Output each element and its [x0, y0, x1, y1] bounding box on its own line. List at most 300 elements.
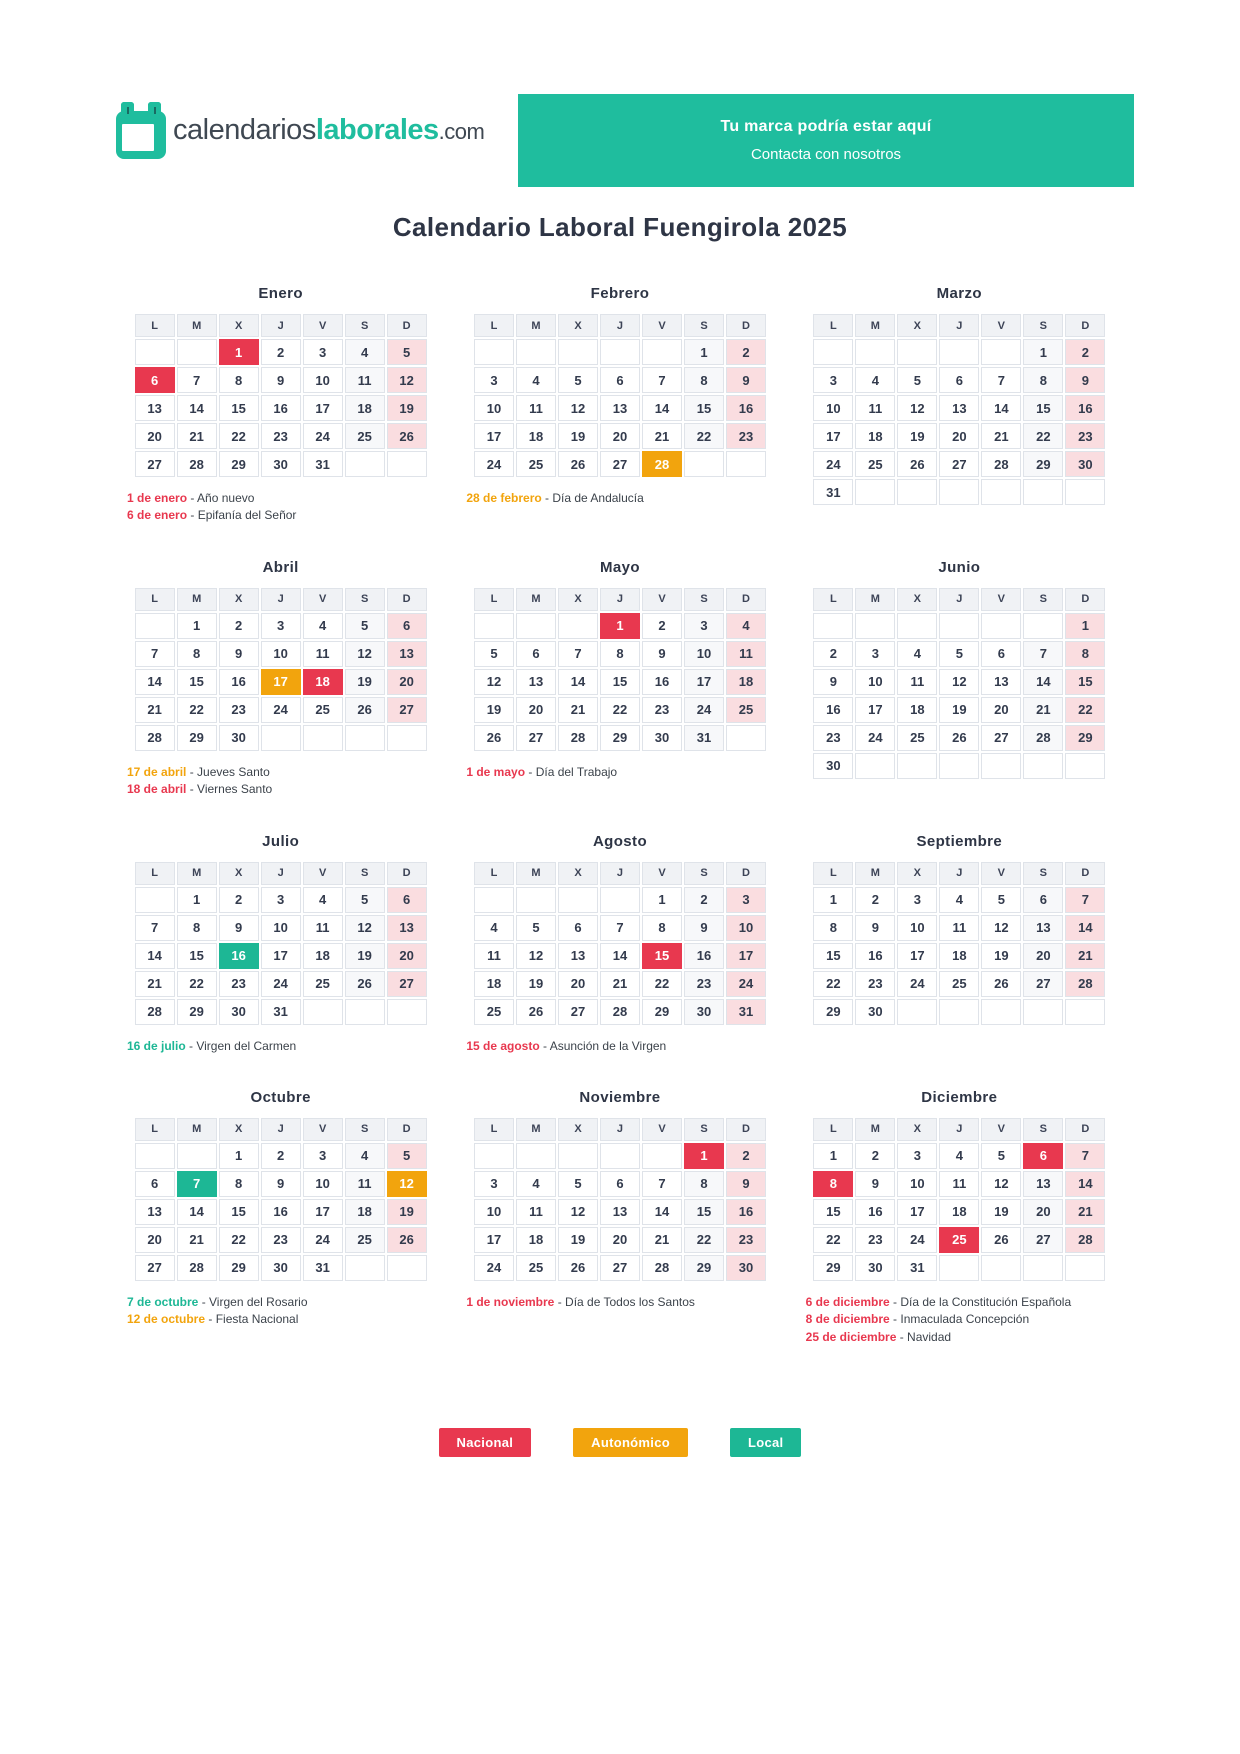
day-cell: 29 — [642, 999, 682, 1025]
dow-header: S — [684, 588, 724, 611]
empty-day-cell — [939, 753, 979, 779]
holiday-notes — [466, 1294, 775, 1311]
empty-day-cell — [387, 999, 427, 1025]
day-cell: 28 — [177, 1255, 217, 1281]
holiday-date: 6 de enero — [127, 508, 188, 523]
empty-day-cell — [813, 339, 853, 365]
day-cell: 10 — [813, 395, 853, 421]
day-cell: 19 — [981, 1199, 1021, 1225]
day-cell: 8 — [684, 367, 724, 393]
day-cell: 22 — [219, 1227, 259, 1253]
day-cell: 23 — [855, 971, 895, 997]
day-cell: 21 — [1065, 943, 1105, 969]
site-logo-text — [173, 114, 484, 147]
empty-day-cell — [516, 1143, 556, 1169]
empty-day-cell — [1023, 999, 1063, 1025]
day-cell: 18 — [474, 971, 514, 997]
holiday-notes — [466, 1038, 775, 1055]
holiday-note — [466, 490, 775, 507]
day-cell: 30 — [219, 999, 259, 1025]
day-cell: 25 — [516, 451, 556, 477]
holiday-day-cell: 18 — [303, 669, 343, 695]
day-cell: 1 — [813, 1143, 853, 1169]
month-title: Abril — [262, 558, 299, 576]
day-cell: 28 — [177, 451, 217, 477]
day-cell: 17 — [726, 943, 766, 969]
dow-header: S — [345, 862, 385, 885]
day-cell: 22 — [219, 423, 259, 449]
day-cell: 13 — [516, 669, 556, 695]
holiday-note — [127, 1311, 436, 1328]
dow-header: V — [981, 1118, 1021, 1141]
day-cell: 19 — [345, 943, 385, 969]
day-cell: 29 — [813, 1255, 853, 1281]
day-cell: 12 — [897, 395, 937, 421]
ad-banner-contact-link[interactable]: Contacta con nosotros — [750, 146, 902, 163]
day-cell: 6 — [939, 367, 979, 393]
holiday-day-cell: 7 — [177, 1171, 217, 1197]
page-title: Calendario Laboral Fuengirola 2025 — [392, 212, 848, 242]
dow-header: M — [516, 314, 556, 337]
holiday-day-cell: 25 — [939, 1227, 979, 1253]
day-cell: 20 — [1023, 1199, 1063, 1225]
dow-header: M — [177, 314, 217, 337]
holiday-notes — [466, 764, 775, 781]
day-cell: 16 — [726, 1199, 766, 1225]
day-cell: 9 — [1065, 367, 1105, 393]
site-logo[interactable] — [116, 102, 484, 159]
day-cell: 7 — [981, 367, 1021, 393]
empty-day-cell — [981, 339, 1021, 365]
month-mayo — [464, 559, 775, 781]
day-cell: 25 — [516, 1255, 556, 1281]
day-cell: 20 — [135, 1227, 175, 1253]
day-cell: 14 — [135, 943, 175, 969]
holiday-date: 28 de febrero — [466, 491, 542, 505]
holiday-note — [466, 1038, 775, 1055]
empty-day-cell — [387, 725, 427, 751]
day-cell: 17 — [897, 1199, 937, 1225]
holiday-day-cell: 17 — [261, 669, 301, 695]
day-cell: 3 — [855, 641, 895, 667]
day-cell: 1 — [813, 887, 853, 913]
dow-header: V — [642, 1118, 682, 1141]
day-cell: 27 — [387, 971, 427, 997]
empty-day-cell — [516, 339, 556, 365]
day-cell: 24 — [261, 971, 301, 997]
empty-day-cell — [1023, 479, 1063, 505]
month-title: Agosto — [592, 832, 648, 850]
day-cell: 17 — [303, 1199, 343, 1225]
day-cell: 24 — [855, 725, 895, 751]
day-cell: 21 — [135, 697, 175, 723]
day-cell: 2 — [642, 613, 682, 639]
day-cell: 13 — [135, 1199, 175, 1225]
dow-header: J — [261, 1118, 301, 1141]
day-cell: 2 — [1065, 339, 1105, 365]
dow-header: S — [684, 862, 724, 885]
day-cell: 20 — [387, 943, 427, 969]
empty-day-cell — [558, 613, 598, 639]
day-cell: 31 — [303, 1255, 343, 1281]
dow-header: X — [897, 588, 937, 611]
day-cell: 25 — [939, 971, 979, 997]
dow-header: V — [642, 588, 682, 611]
dow-header: M — [516, 1118, 556, 1141]
day-cell: 23 — [726, 1227, 766, 1253]
empty-day-cell — [897, 613, 937, 639]
dow-header: D — [726, 588, 766, 611]
dow-header: X — [558, 588, 598, 611]
day-cell: 18 — [303, 943, 343, 969]
day-cell: 22 — [177, 697, 217, 723]
day-cell: 2 — [219, 887, 259, 913]
day-cell: 17 — [261, 943, 301, 969]
dow-header: X — [219, 588, 259, 611]
day-cell: 10 — [261, 915, 301, 941]
empty-day-cell — [981, 479, 1021, 505]
day-cell: 2 — [813, 641, 853, 667]
day-cell: 25 — [897, 725, 937, 751]
dow-header: D — [726, 1118, 766, 1141]
day-cell: 15 — [219, 395, 259, 421]
dow-header: D — [1065, 314, 1105, 337]
logo-text-bold: laborales — [315, 114, 439, 146]
day-cell: 6 — [516, 641, 556, 667]
day-cell: 9 — [261, 1171, 301, 1197]
day-cell: 4 — [897, 641, 937, 667]
day-cell: 11 — [726, 641, 766, 667]
dow-header: V — [981, 588, 1021, 611]
day-cell: 9 — [219, 641, 259, 667]
day-cell: 10 — [726, 915, 766, 941]
holiday-notes — [127, 490, 436, 525]
empty-day-cell — [939, 339, 979, 365]
day-cell: 17 — [855, 697, 895, 723]
day-cell: 31 — [897, 1255, 937, 1281]
day-cell: 1 — [219, 1143, 259, 1169]
day-cell: 12 — [387, 367, 427, 393]
day-cell: 3 — [474, 1171, 514, 1197]
month-junio — [804, 559, 1115, 781]
day-cell: 28 — [558, 725, 598, 751]
holiday-note — [806, 1294, 1115, 1311]
day-cell: 23 — [261, 423, 301, 449]
dow-header: J — [261, 588, 301, 611]
logo-text-regular: calendarios — [173, 114, 316, 146]
empty-day-cell — [558, 339, 598, 365]
day-cell: 15 — [684, 395, 724, 421]
day-cell: 5 — [387, 339, 427, 365]
holiday-note — [127, 1038, 436, 1055]
day-cell: 15 — [1023, 395, 1063, 421]
day-cell: 2 — [261, 339, 301, 365]
day-cell: 20 — [939, 423, 979, 449]
dow-header: D — [387, 588, 427, 611]
day-cell: 27 — [135, 1255, 175, 1281]
month-title: Enero — [258, 285, 303, 302]
holiday-day-cell: 16 — [219, 943, 259, 969]
day-cell: 6 — [387, 887, 427, 913]
day-cell: 3 — [261, 887, 301, 913]
day-cell: 29 — [219, 1255, 259, 1281]
day-cell: 29 — [177, 725, 217, 751]
dow-header: D — [1065, 862, 1105, 885]
month-septiembre — [804, 833, 1115, 1027]
dow-header: S — [1023, 1118, 1063, 1141]
day-cell: 3 — [684, 613, 724, 639]
day-cell: 9 — [813, 669, 853, 695]
day-cell: 17 — [684, 669, 724, 695]
day-cell: 26 — [474, 725, 514, 751]
day-cell: 29 — [813, 999, 853, 1025]
month-table — [811, 586, 1107, 781]
day-cell: 9 — [684, 915, 724, 941]
empty-day-cell — [135, 339, 175, 365]
dow-header: J — [600, 862, 640, 885]
day-cell: 6 — [600, 1171, 640, 1197]
holiday-desc: - Asunción de la Virgen — [539, 1038, 667, 1053]
day-cell: 5 — [981, 887, 1021, 913]
empty-day-cell — [1023, 753, 1063, 779]
day-cell: 16 — [1065, 395, 1105, 421]
day-cell: 6 — [558, 915, 598, 941]
day-cell: 29 — [177, 999, 217, 1025]
day-cell: 16 — [642, 669, 682, 695]
day-cell: 21 — [558, 697, 598, 723]
holiday-desc: - Año nuevo — [187, 491, 255, 505]
dow-header: V — [642, 862, 682, 885]
empty-day-cell — [600, 1143, 640, 1169]
day-cell: 27 — [387, 697, 427, 723]
holiday-desc: - Epifanía del Señor — [187, 508, 297, 523]
day-cell: 4 — [516, 367, 556, 393]
empty-day-cell — [939, 1255, 979, 1281]
day-cell: 18 — [897, 697, 937, 723]
calendar-icon — [116, 102, 166, 159]
day-cell: 13 — [939, 395, 979, 421]
empty-day-cell — [558, 887, 598, 913]
day-cell: 11 — [855, 395, 895, 421]
day-cell: 30 — [855, 999, 895, 1025]
day-cell: 1 — [642, 887, 682, 913]
day-cell: 7 — [177, 367, 217, 393]
day-cell: 14 — [177, 395, 217, 421]
day-cell: 22 — [600, 697, 640, 723]
day-cell: 23 — [726, 423, 766, 449]
day-cell: 4 — [726, 613, 766, 639]
day-cell: 12 — [474, 669, 514, 695]
empty-day-cell — [135, 1143, 175, 1169]
day-cell: 8 — [642, 915, 682, 941]
holiday-day-cell: 15 — [642, 943, 682, 969]
dow-header: S — [345, 314, 385, 337]
month-table — [472, 1116, 768, 1283]
empty-day-cell — [345, 451, 385, 477]
dow-header: L — [135, 862, 175, 885]
day-cell: 24 — [897, 1227, 937, 1253]
day-cell: 12 — [939, 669, 979, 695]
holiday-note — [806, 1329, 1115, 1346]
day-cell: 6 — [387, 613, 427, 639]
day-cell: 20 — [600, 1227, 640, 1253]
day-cell: 18 — [516, 423, 556, 449]
day-cell: 14 — [642, 1199, 682, 1225]
day-cell: 30 — [642, 725, 682, 751]
day-cell: 4 — [474, 915, 514, 941]
dow-header: S — [1023, 862, 1063, 885]
month-title: Junio — [938, 558, 981, 576]
day-cell: 11 — [939, 1171, 979, 1197]
day-cell: 28 — [1065, 1227, 1105, 1253]
day-cell: 5 — [897, 367, 937, 393]
day-cell: 3 — [474, 367, 514, 393]
day-cell: 20 — [516, 697, 556, 723]
day-cell: 17 — [303, 395, 343, 421]
day-cell: 28 — [600, 999, 640, 1025]
ad-banner[interactable] — [518, 94, 1134, 187]
day-cell: 21 — [135, 971, 175, 997]
dow-header: L — [474, 314, 514, 337]
empty-day-cell — [345, 1255, 385, 1281]
month-table — [133, 1116, 429, 1283]
day-cell: 8 — [219, 367, 259, 393]
day-cell: 25 — [855, 451, 895, 477]
day-cell: 30 — [813, 753, 853, 779]
day-cell: 14 — [642, 395, 682, 421]
day-cell: 25 — [726, 697, 766, 723]
day-cell: 24 — [303, 1227, 343, 1253]
day-cell: 13 — [1023, 915, 1063, 941]
dow-header: J — [600, 314, 640, 337]
dow-header: L — [474, 588, 514, 611]
empty-day-cell — [642, 1143, 682, 1169]
dow-header: V — [303, 314, 343, 337]
month-octubre — [125, 1089, 436, 1329]
dow-header: J — [600, 1118, 640, 1141]
day-cell: 23 — [855, 1227, 895, 1253]
day-cell: 14 — [1065, 1171, 1105, 1197]
day-cell: 6 — [981, 641, 1021, 667]
day-cell: 10 — [474, 1199, 514, 1225]
day-cell: 12 — [981, 1171, 1021, 1197]
day-cell: 6 — [135, 1171, 175, 1197]
day-cell: 12 — [345, 915, 385, 941]
empty-day-cell — [981, 753, 1021, 779]
day-cell: 2 — [726, 339, 766, 365]
day-cell: 9 — [726, 367, 766, 393]
day-cell: 30 — [855, 1255, 895, 1281]
dow-header: S — [1023, 588, 1063, 611]
dow-header: L — [813, 1118, 853, 1141]
day-cell: 16 — [219, 669, 259, 695]
empty-day-cell — [855, 753, 895, 779]
empty-day-cell — [474, 613, 514, 639]
holiday-note — [466, 1294, 775, 1311]
day-cell: 29 — [684, 1255, 724, 1281]
holiday-day-cell: 8 — [813, 1171, 853, 1197]
day-cell: 27 — [600, 1255, 640, 1281]
day-cell: 13 — [600, 395, 640, 421]
day-cell: 22 — [642, 971, 682, 997]
empty-day-cell — [1023, 613, 1063, 639]
empty-day-cell — [516, 887, 556, 913]
holiday-day-cell: 28 — [642, 451, 682, 477]
day-cell: 31 — [261, 999, 301, 1025]
day-cell: 13 — [135, 395, 175, 421]
dow-header: J — [600, 588, 640, 611]
day-cell: 14 — [981, 395, 1021, 421]
day-cell: 25 — [303, 697, 343, 723]
month-table — [811, 1116, 1107, 1283]
legend-button-local[interactable]: Local — [730, 1428, 801, 1457]
holiday-day-cell: 12 — [387, 1171, 427, 1197]
empty-day-cell — [813, 613, 853, 639]
day-cell: 16 — [813, 697, 853, 723]
day-cell: 3 — [726, 887, 766, 913]
dow-header: M — [177, 862, 217, 885]
day-cell: 28 — [981, 451, 1021, 477]
day-cell: 4 — [516, 1171, 556, 1197]
dow-header: L — [135, 588, 175, 611]
day-cell: 10 — [855, 669, 895, 695]
day-cell: 12 — [345, 641, 385, 667]
day-cell: 11 — [939, 915, 979, 941]
day-cell: 31 — [726, 999, 766, 1025]
day-cell: 24 — [303, 423, 343, 449]
empty-day-cell — [642, 339, 682, 365]
day-cell: 23 — [219, 697, 259, 723]
day-cell: 12 — [981, 915, 1021, 941]
month-table — [811, 312, 1107, 507]
month-marzo — [804, 285, 1115, 507]
day-cell: 12 — [558, 395, 598, 421]
day-cell: 13 — [387, 641, 427, 667]
holiday-desc: - Fiesta Nacional — [205, 1312, 299, 1327]
day-cell: 26 — [981, 971, 1021, 997]
day-cell: 26 — [981, 1227, 1021, 1253]
day-cell: 8 — [600, 641, 640, 667]
day-cell: 18 — [855, 423, 895, 449]
day-cell: 23 — [642, 697, 682, 723]
day-cell: 3 — [261, 613, 301, 639]
day-cell: 19 — [981, 943, 1021, 969]
dow-header: X — [897, 1118, 937, 1141]
holiday-desc: - Inmaculada Concepción — [889, 1312, 1030, 1327]
legend-button-autonomico[interactable]: Autonómico — [573, 1428, 688, 1457]
day-cell: 10 — [684, 641, 724, 667]
day-cell: 3 — [897, 887, 937, 913]
dow-header: J — [261, 314, 301, 337]
day-cell: 1 — [177, 613, 217, 639]
holiday-note — [127, 764, 436, 781]
day-cell: 14 — [1023, 669, 1063, 695]
dow-header: M — [855, 862, 895, 885]
day-cell: 24 — [897, 971, 937, 997]
dow-header: D — [1065, 1118, 1105, 1141]
day-cell: 13 — [558, 943, 598, 969]
holiday-desc: - Virgen del Rosario — [198, 1294, 308, 1309]
empty-day-cell — [474, 339, 514, 365]
holiday-desc: - Navidad — [896, 1329, 952, 1344]
empty-day-cell — [726, 451, 766, 477]
day-cell: 8 — [1065, 641, 1105, 667]
empty-day-cell — [387, 451, 427, 477]
holiday-desc: - Día del Trabajo — [525, 764, 618, 779]
legend-button-nacional[interactable]: Nacional — [439, 1428, 532, 1457]
page-header — [0, 0, 1240, 202]
day-cell: 8 — [219, 1171, 259, 1197]
